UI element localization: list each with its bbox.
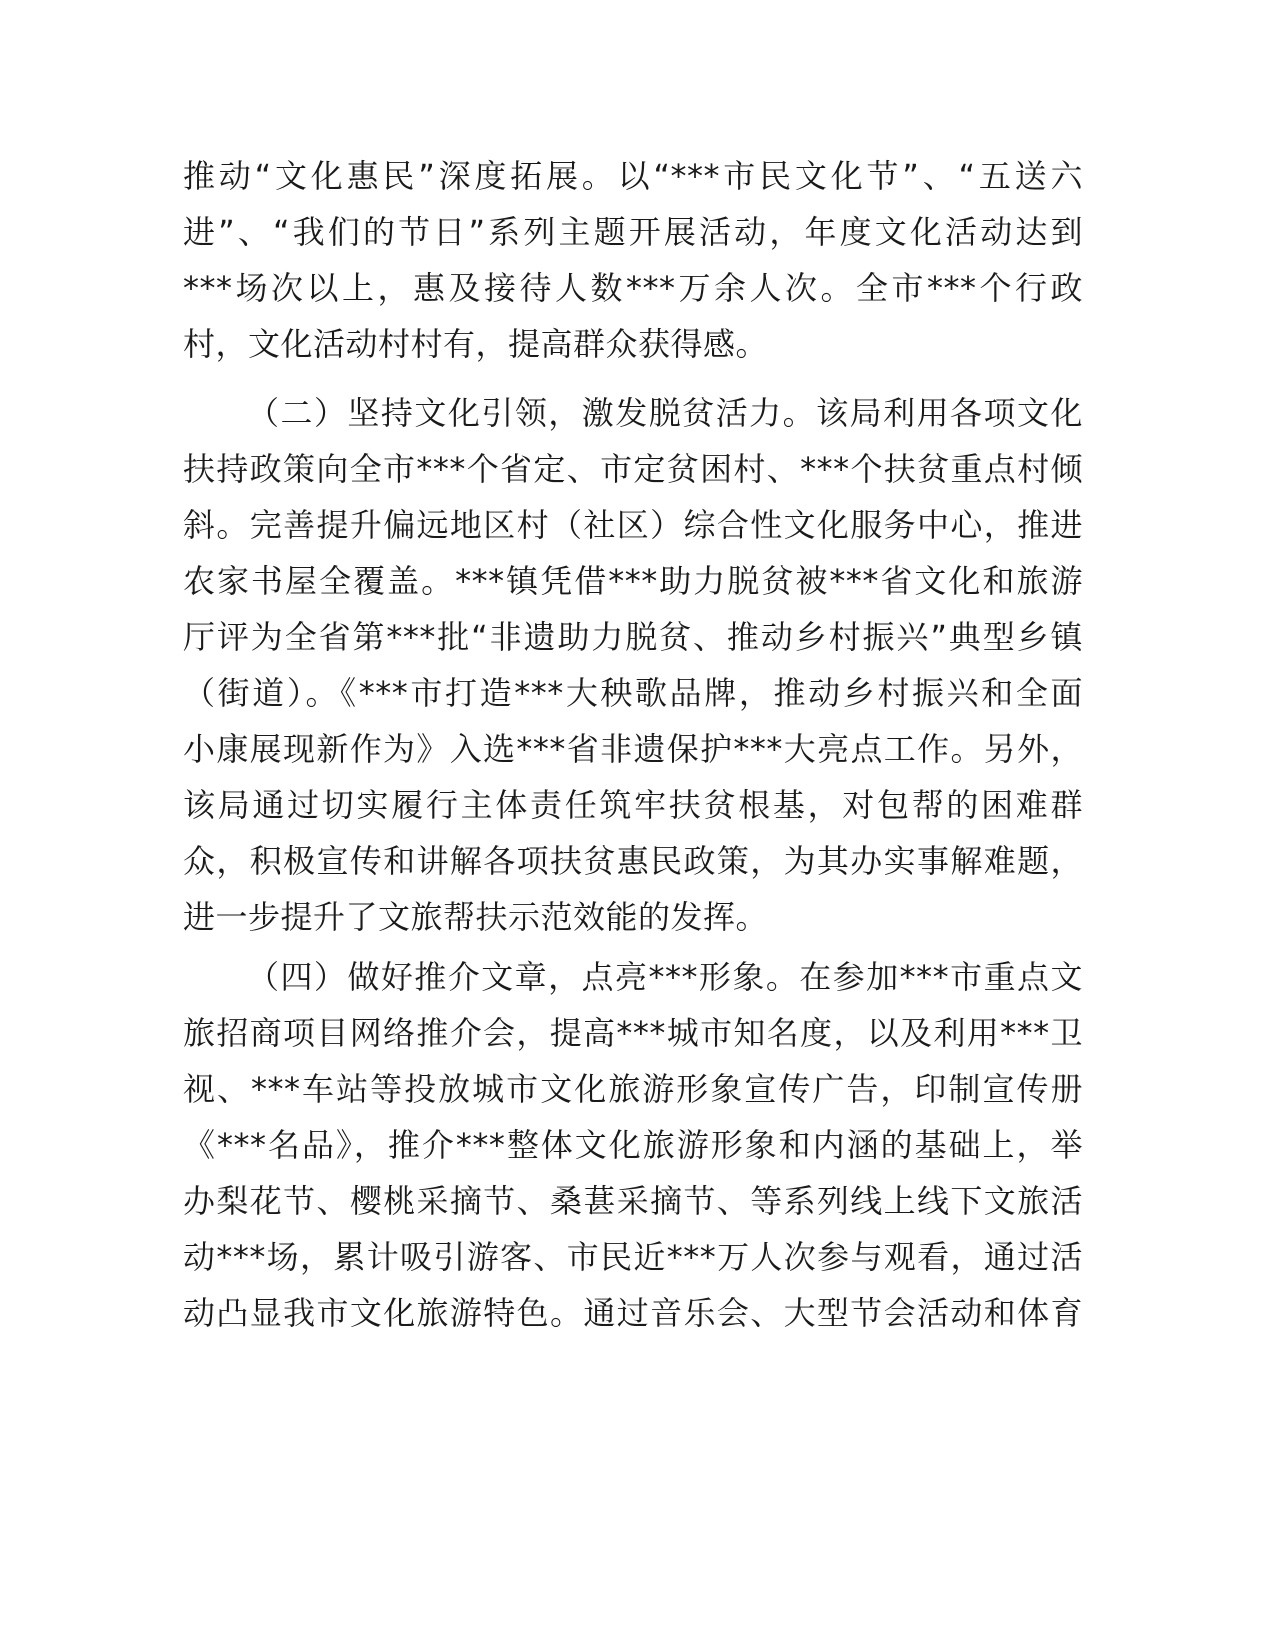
text-line: 《***名品》，推介***整体文化旅游形象和内涵的基础上，举 bbox=[183, 1126, 1083, 1164]
text-line: ***场次以上，惠及接待人数***万余人次。全市***个行政 bbox=[183, 269, 1083, 307]
text-line: 扶持政策向全市***个省定、市定贫困村、***个扶贫重点村倾 bbox=[183, 450, 1083, 488]
text-line: 进一步提升了文旅帮扶示范效能的发挥。 bbox=[183, 898, 769, 936]
text-line: 村，文化活动村村有，提高群众获得感。 bbox=[183, 325, 769, 363]
text-line: 动凸显我市文化旅游特色。通过音乐会、大型节会活动和体育 bbox=[183, 1294, 1083, 1332]
text-line: 农家书屋全覆盖。***镇凭借***助力脱贫被***省文化和旅游 bbox=[183, 562, 1083, 600]
text-line: 小康展现新作为》入选***省非遗保护***大亮点工作。另外， bbox=[183, 730, 1083, 768]
text-line: 视、***车站等投放城市文化旅游形象宣传广告，印制宣传册 bbox=[183, 1070, 1083, 1108]
text-line: 进”、“我们的节日”系列主题开展活动，年度文化活动达到 bbox=[183, 213, 1083, 251]
section-heading-line: （二）坚持文化引领，激发脱贫活力。该局利用各项文化 bbox=[247, 394, 1083, 432]
text-line: （街道）。《***市打造***大秧歌品牌，推动乡村振兴和全面 bbox=[183, 674, 1083, 712]
text-line: 推动“文化惠民”深度拓展。以“***市民文化节”、“五送六 bbox=[183, 157, 1083, 195]
text-line: 动***场，累计吸引游客、市民近***万人次参与观看，通过活 bbox=[183, 1238, 1083, 1276]
text-line: 斜。完善提升偏远地区村（社区）综合性文化服务中心，推进 bbox=[183, 506, 1083, 544]
section-heading-line: （四）做好推介文章，点亮***形象。在参加***市重点文 bbox=[247, 958, 1083, 996]
text-line: 旅招商项目网络推介会，提高***城市知名度，以及利用***卫 bbox=[183, 1014, 1083, 1052]
text-line: 厅评为全省第***批“非遗助力脱贫、推动乡村振兴”典型乡镇 bbox=[183, 618, 1083, 656]
text-line: 办梨花节、樱桃采摘节、桑葚采摘节、等系列线上线下文旅活 bbox=[183, 1182, 1083, 1220]
text-line: 众，积极宣传和讲解各项扶贫惠民政策，为其办实事解难题， bbox=[183, 842, 1083, 880]
text-line: 该局通过切实履行主体责任筑牢扶贫根基，对包帮的困难群 bbox=[183, 786, 1083, 824]
